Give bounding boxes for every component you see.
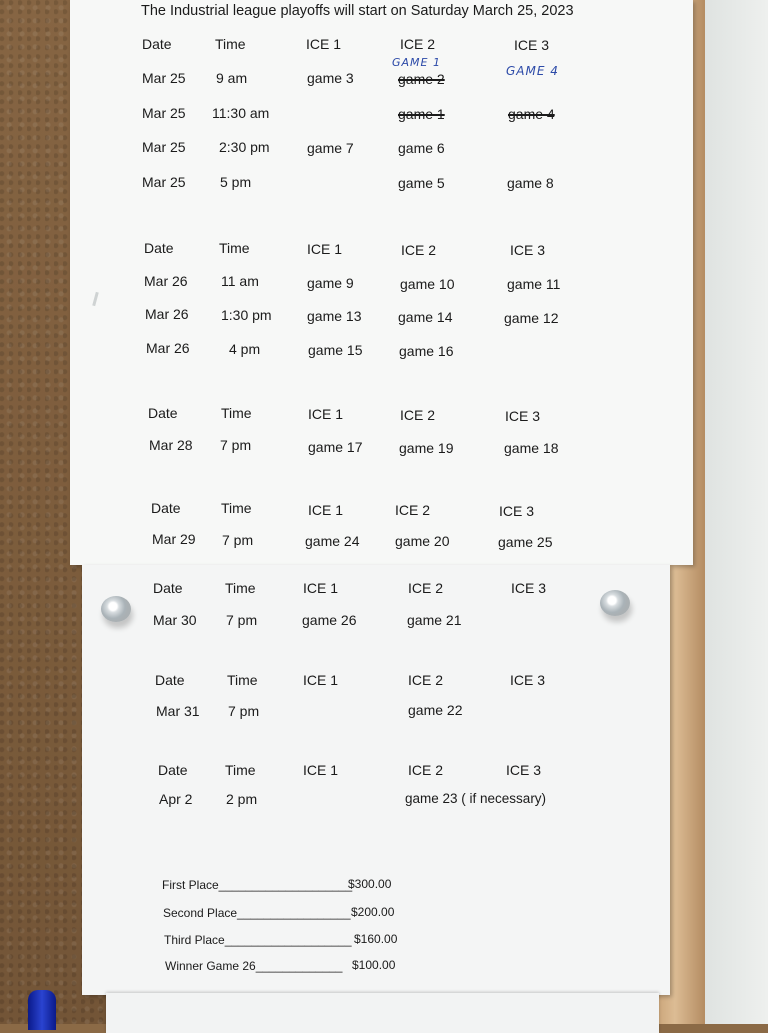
row-time: 7 pm bbox=[226, 612, 258, 628]
header-ice1: ICE 1 bbox=[308, 406, 344, 422]
header-ice1: ICE 1 bbox=[307, 241, 343, 257]
row-ice1: game 7 bbox=[307, 140, 354, 156]
row-ice2-struck: game 1 bbox=[398, 106, 445, 122]
row-ice2: game 23 ( if necessary) bbox=[405, 791, 547, 806]
header-ice2: ICE 2 bbox=[408, 580, 444, 596]
row-ice2: game 6 bbox=[398, 140, 445, 156]
row-date: Mar 28 bbox=[149, 437, 193, 453]
row-time: 4 pm bbox=[229, 341, 261, 357]
header-ice2: ICE 2 bbox=[400, 36, 436, 52]
header-ice1: ICE 1 bbox=[306, 36, 342, 52]
header-ice1: ICE 1 bbox=[303, 672, 339, 688]
row-ice3: game 12 bbox=[504, 310, 559, 326]
wall bbox=[705, 0, 768, 1024]
row-time: 2 pm bbox=[226, 791, 258, 807]
header-time: Time bbox=[225, 762, 256, 778]
row-date: Mar 29 bbox=[152, 531, 196, 547]
row-ice3: game 25 bbox=[498, 534, 553, 550]
header-time: Time bbox=[227, 672, 258, 688]
row-date: Mar 25 bbox=[142, 105, 186, 121]
row-ice2: game 5 bbox=[398, 175, 445, 191]
row-time: 9 am bbox=[216, 70, 248, 86]
row-date: Mar 31 bbox=[156, 703, 200, 719]
row-time: 11:30 am bbox=[212, 105, 270, 121]
prize-label: Third Place___________________ bbox=[164, 933, 352, 947]
sheet-edge bbox=[106, 993, 659, 1033]
row-ice2: game 16 bbox=[399, 343, 454, 359]
row-time: 5 pm bbox=[220, 174, 252, 190]
header-date: Date bbox=[151, 500, 181, 516]
row-date: Mar 26 bbox=[144, 273, 188, 289]
row-date: Mar 25 bbox=[142, 174, 186, 190]
header-ice3: ICE 3 bbox=[514, 37, 550, 53]
row-ice1: game 15 bbox=[308, 342, 363, 358]
header-ice3: ICE 3 bbox=[506, 762, 542, 778]
header-ice2: ICE 2 bbox=[401, 242, 437, 258]
header-time: Time bbox=[219, 240, 250, 256]
prize-label: Second Place_________________ bbox=[163, 906, 351, 920]
blue-pin-icon bbox=[28, 990, 56, 1030]
row-time: 1:30 pm bbox=[221, 307, 272, 323]
row-time: 7 pm bbox=[228, 703, 260, 719]
header-date: Date bbox=[158, 762, 188, 778]
row-ice1: game 13 bbox=[307, 308, 362, 324]
pushpin-icon bbox=[600, 590, 630, 616]
header-ice2: ICE 2 bbox=[395, 502, 431, 518]
header-ice3: ICE 3 bbox=[510, 672, 546, 688]
row-date: Mar 26 bbox=[146, 340, 190, 356]
schedule-title: The Industrial league playoffs will start on Saturday March 25, 2023 bbox=[141, 3, 574, 19]
row-date: Mar 30 bbox=[153, 612, 197, 628]
header-time: Time bbox=[225, 580, 256, 596]
header-ice1: ICE 1 bbox=[303, 580, 339, 596]
row-time: 11 am bbox=[221, 273, 259, 289]
row-ice3: game 11 bbox=[507, 276, 561, 292]
prize-amount: $300.00 bbox=[348, 877, 392, 891]
row-date: Mar 26 bbox=[145, 306, 189, 322]
row-ice2: game 20 bbox=[395, 533, 450, 549]
header-time: Time bbox=[221, 405, 252, 421]
header-ice3: ICE 3 bbox=[510, 242, 546, 258]
handwritten-correction: GAME 4 bbox=[506, 64, 559, 78]
row-ice1: game 17 bbox=[308, 439, 363, 455]
prize-amount: $160.00 bbox=[354, 932, 398, 946]
row-ice2-struck: game 2 bbox=[398, 71, 445, 87]
row-time: 7 pm bbox=[222, 532, 254, 548]
row-ice2: game 10 bbox=[400, 276, 455, 292]
row-ice2: game 19 bbox=[399, 440, 454, 456]
row-ice3: game 18 bbox=[504, 440, 559, 456]
row-ice1: game 9 bbox=[307, 275, 354, 291]
row-date: Mar 25 bbox=[142, 70, 186, 86]
row-date: Mar 25 bbox=[142, 139, 186, 155]
row-ice3-struck: game 4 bbox=[508, 106, 555, 122]
header-ice1: ICE 1 bbox=[308, 502, 344, 518]
header-ice2: ICE 2 bbox=[400, 407, 436, 423]
prize-label: First Place____________________ bbox=[162, 878, 353, 892]
row-ice1: game 3 bbox=[307, 70, 354, 86]
row-ice1: game 24 bbox=[305, 533, 360, 549]
pushpin-icon bbox=[101, 596, 131, 622]
header-date: Date bbox=[153, 580, 183, 596]
row-ice2: game 21 bbox=[407, 612, 462, 628]
row-ice3: game 8 bbox=[507, 175, 554, 191]
header-ice2: ICE 2 bbox=[408, 762, 444, 778]
header-time: Time bbox=[221, 500, 252, 516]
header-ice1: ICE 1 bbox=[303, 762, 339, 778]
header-ice3: ICE 3 bbox=[499, 503, 535, 519]
header-date: Date bbox=[142, 36, 172, 52]
prize-amount: $100.00 bbox=[352, 958, 396, 972]
row-time: 7 pm bbox=[220, 437, 252, 453]
header-date: Date bbox=[155, 672, 185, 688]
header-ice3: ICE 3 bbox=[505, 408, 541, 424]
row-ice1: game 26 bbox=[302, 612, 357, 628]
row-time: 2:30 pm bbox=[219, 139, 270, 155]
header-ice3: ICE 3 bbox=[511, 580, 547, 596]
handwritten-correction: GAME 1 bbox=[392, 56, 441, 69]
header-date: Date bbox=[148, 405, 178, 421]
row-ice2: game 14 bbox=[398, 309, 453, 325]
row-date: Apr 2 bbox=[159, 791, 193, 807]
header-ice2: ICE 2 bbox=[408, 672, 444, 688]
schedule-sheet-bottom bbox=[82, 565, 670, 995]
prize-label: Winner Game 26_____________ bbox=[165, 959, 343, 973]
header-time: Time bbox=[215, 36, 246, 52]
prize-amount: $200.00 bbox=[351, 905, 395, 919]
row-ice2: game 22 bbox=[408, 702, 463, 718]
header-date: Date bbox=[144, 240, 174, 256]
